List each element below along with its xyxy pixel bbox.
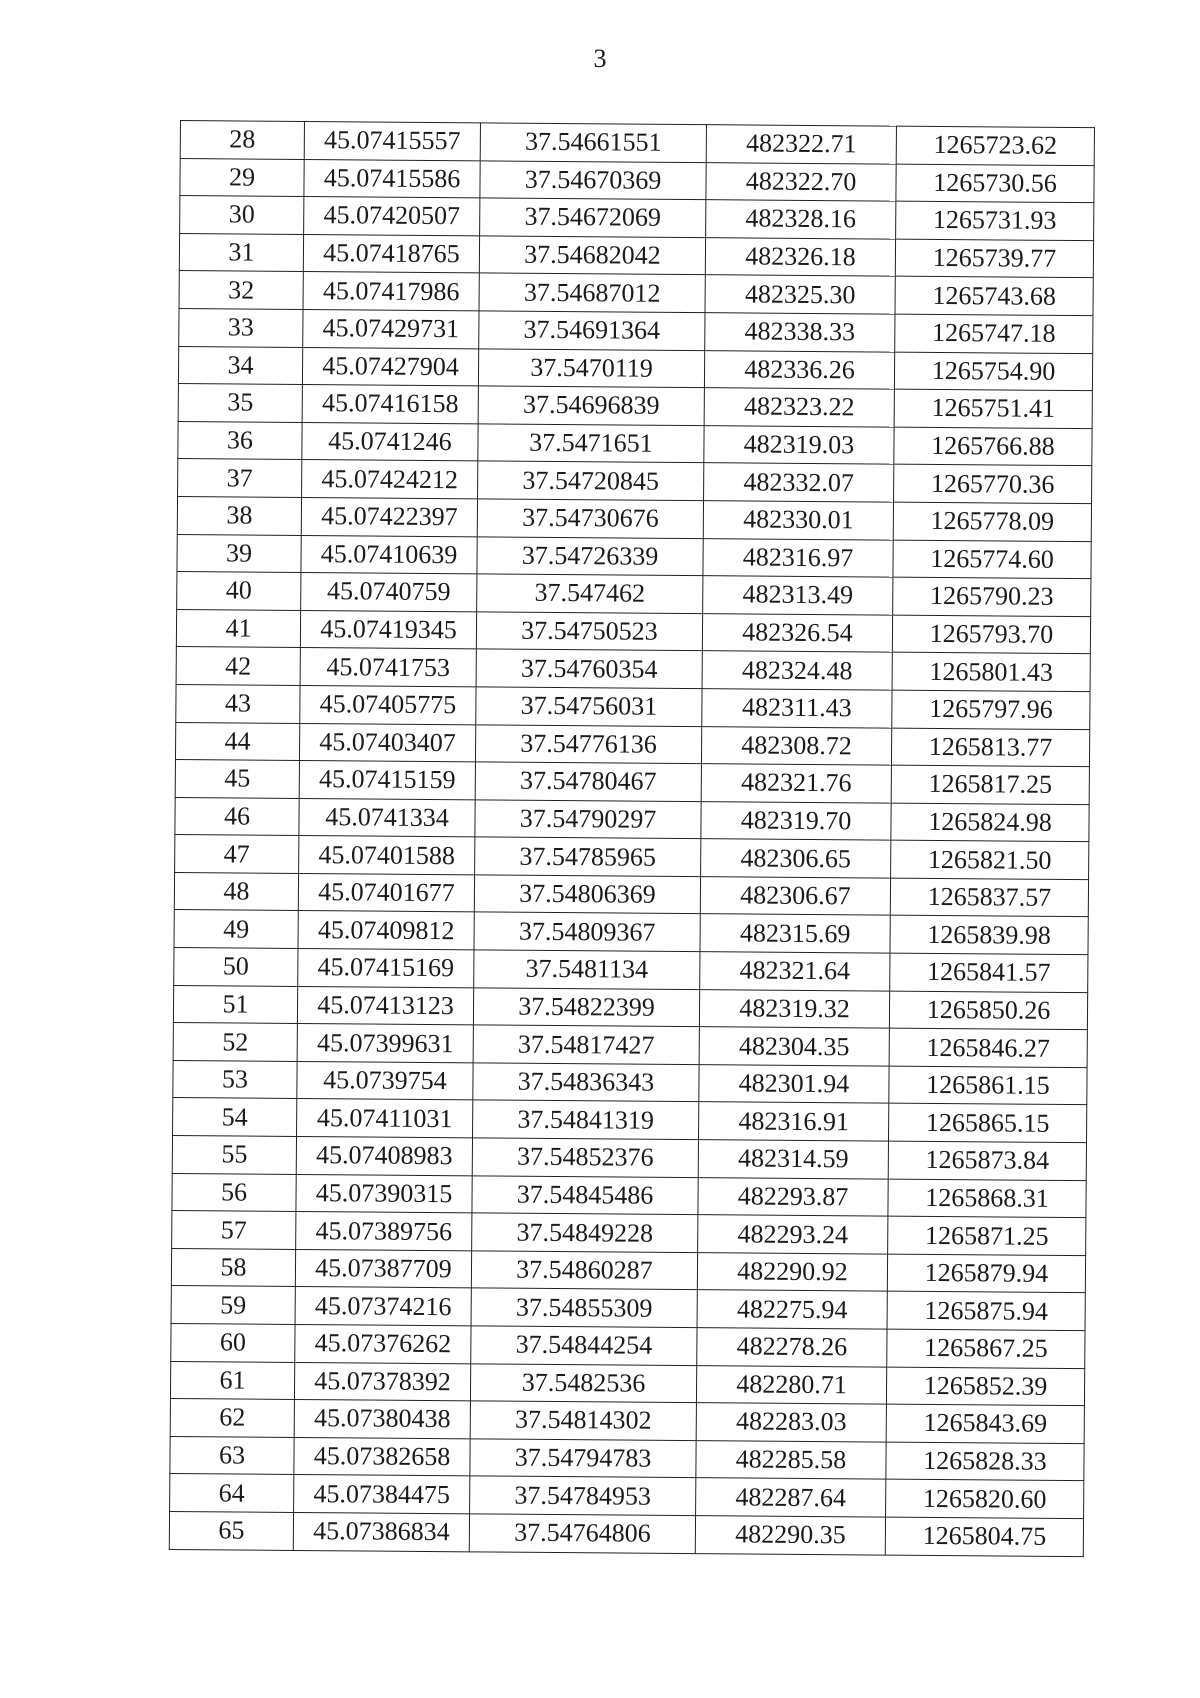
point-number-cell: 39	[177, 534, 301, 573]
coordinates-table-body	[169, 121, 1094, 1557]
point-number-cell: 54	[173, 1098, 297, 1137]
y-coordinate-cell: 1265730.56	[896, 164, 1094, 203]
longitude-cell: 37.54845486	[472, 1175, 698, 1214]
table-row	[169, 1511, 1083, 1556]
longitude-cell: 37.54776136	[475, 724, 701, 763]
point-number-cell: 44	[175, 722, 299, 761]
x-coordinate-cell: 482319.03	[704, 425, 894, 464]
longitude-cell: 37.54844254	[471, 1326, 697, 1365]
point-number-cell: 56	[172, 1173, 296, 1212]
longitude-cell: 37.54750523	[476, 612, 702, 651]
latitude-cell: 45.07399631	[297, 1024, 473, 1063]
x-coordinate-cell: 482326.54	[702, 613, 892, 652]
point-number-cell: 47	[175, 835, 299, 874]
latitude-cell: 45.07408983	[296, 1136, 472, 1175]
latitude-cell: 45.07387709	[295, 1249, 471, 1288]
latitude-cell: 45.0741753	[300, 648, 476, 687]
latitude-cell: 45.0741246	[302, 422, 478, 461]
longitude-cell: 37.54760354	[476, 649, 702, 688]
point-number-cell: 64	[170, 1474, 294, 1513]
point-number-cell: 60	[171, 1323, 295, 1362]
latitude-cell: 45.07403407	[299, 723, 475, 762]
x-coordinate-cell: 482313.49	[703, 576, 893, 615]
latitude-cell: 45.07416158	[302, 385, 478, 424]
x-coordinate-cell: 482332.07	[704, 463, 894, 502]
point-number-cell: 61	[170, 1361, 294, 1400]
y-coordinate-cell: 1265747.18	[895, 314, 1093, 353]
point-number-cell: 62	[170, 1399, 294, 1438]
y-coordinate-cell: 1265861.15	[889, 1066, 1087, 1105]
y-coordinate-cell: 1265850.26	[889, 991, 1087, 1030]
x-coordinate-cell: 482323.22	[704, 388, 894, 427]
longitude-cell: 37.54720845	[478, 461, 704, 500]
y-coordinate-cell: 1265868.31	[888, 1179, 1086, 1218]
point-number-cell: 50	[174, 948, 298, 987]
longitude-cell: 37.54756031	[476, 687, 702, 726]
y-coordinate-cell: 1265875.94	[887, 1291, 1085, 1330]
x-coordinate-cell: 482290.92	[697, 1252, 887, 1291]
longitude-cell: 37.54849228	[472, 1213, 698, 1252]
x-coordinate-cell: 482280.71	[696, 1365, 886, 1404]
latitude-cell: 45.07427904	[302, 347, 478, 386]
latitude-cell: 45.07422397	[301, 497, 477, 536]
latitude-cell: 45.07409812	[298, 911, 474, 950]
x-coordinate-cell: 482321.76	[701, 764, 891, 803]
y-coordinate-cell: 1265766.88	[894, 427, 1092, 466]
y-coordinate-cell: 1265793.70	[892, 615, 1090, 654]
y-coordinate-cell: 1265828.33	[886, 1442, 1084, 1481]
latitude-cell: 45.0739754	[297, 1061, 473, 1100]
longitude-cell: 37.54841319	[473, 1100, 699, 1139]
x-coordinate-cell: 482301.94	[699, 1064, 889, 1103]
x-coordinate-cell: 482278.26	[697, 1328, 887, 1367]
x-coordinate-cell: 482314.59	[698, 1140, 888, 1179]
longitude-cell: 37.547462	[477, 574, 703, 613]
y-coordinate-cell: 1265879.94	[887, 1254, 1085, 1293]
longitude-cell: 37.54855309	[471, 1288, 697, 1327]
point-number-cell: 46	[175, 797, 299, 836]
x-coordinate-cell: 482336.26	[704, 350, 894, 389]
x-coordinate-cell: 482316.97	[703, 538, 893, 577]
longitude-cell: 37.54784953	[470, 1476, 696, 1515]
longitude-cell: 37.54780467	[475, 762, 701, 801]
x-coordinate-cell: 482319.32	[699, 989, 889, 1028]
point-number-cell: 52	[173, 1023, 297, 1062]
latitude-cell: 45.07390315	[296, 1174, 472, 1213]
longitude-cell: 37.54670369	[480, 160, 706, 199]
longitude-cell: 37.54682042	[479, 236, 705, 275]
latitude-cell: 45.07419345	[300, 610, 476, 649]
y-coordinate-cell: 1265778.09	[893, 502, 1091, 541]
y-coordinate-cell: 1265867.25	[887, 1329, 1085, 1368]
latitude-cell: 45.07378392	[294, 1362, 470, 1401]
point-number-cell: 37	[178, 459, 302, 498]
point-number-cell: 63	[170, 1436, 294, 1475]
point-number-cell: 51	[173, 985, 297, 1024]
x-coordinate-cell: 482290.35	[695, 1516, 885, 1555]
x-coordinate-cell: 482315.69	[700, 914, 890, 953]
longitude-cell: 37.5470119	[478, 348, 704, 387]
latitude-cell: 45.07420507	[304, 197, 480, 236]
point-number-cell: 58	[171, 1248, 295, 1287]
x-coordinate-cell: 482306.65	[701, 839, 891, 878]
x-coordinate-cell: 482322.70	[706, 162, 896, 201]
latitude-cell: 45.0741334	[299, 798, 475, 837]
point-number-cell: 53	[173, 1060, 297, 1099]
y-coordinate-cell: 1265801.43	[892, 652, 1090, 691]
latitude-cell: 45.07418765	[303, 234, 479, 273]
point-number-cell: 28	[180, 121, 304, 160]
longitude-cell: 37.54794783	[470, 1439, 696, 1478]
point-number-cell: 36	[178, 421, 302, 460]
longitude-cell: 37.54661551	[480, 123, 706, 162]
longitude-cell: 37.54860287	[471, 1251, 697, 1290]
x-coordinate-cell: 482316.91	[699, 1102, 889, 1141]
y-coordinate-cell: 1265821.50	[891, 840, 1089, 879]
x-coordinate-cell: 482326.18	[705, 237, 895, 276]
latitude-cell: 45.07424212	[302, 460, 478, 499]
point-number-cell: 35	[178, 384, 302, 423]
point-number-cell: 38	[177, 496, 301, 535]
latitude-cell: 45.07389756	[296, 1212, 472, 1251]
x-coordinate-cell: 482325.30	[705, 275, 895, 314]
point-number-cell: 29	[180, 158, 304, 197]
y-coordinate-cell: 1265743.68	[895, 276, 1093, 315]
latitude-cell: 45.07411031	[297, 1099, 473, 1138]
point-number-cell: 45	[175, 760, 299, 799]
y-coordinate-cell: 1265804.75	[885, 1517, 1083, 1556]
latitude-cell: 45.07405775	[300, 685, 476, 724]
latitude-cell: 45.07417986	[303, 272, 479, 311]
longitude-cell: 37.54785965	[475, 837, 701, 876]
x-coordinate-cell: 482328.16	[706, 200, 896, 239]
y-coordinate-cell: 1265852.39	[886, 1367, 1084, 1406]
x-coordinate-cell: 482308.72	[701, 726, 891, 765]
y-coordinate-cell: 1265841.57	[890, 953, 1088, 992]
longitude-cell: 37.54672069	[480, 198, 706, 237]
longitude-cell: 37.54730676	[477, 499, 703, 538]
x-coordinate-cell: 482306.67	[700, 876, 890, 915]
x-coordinate-cell: 482293.87	[698, 1177, 888, 1216]
longitude-cell: 37.54691364	[479, 311, 705, 350]
point-number-cell: 42	[176, 647, 300, 686]
point-number-cell: 31	[179, 233, 303, 272]
point-number-cell: 40	[177, 572, 301, 611]
point-number-cell: 65	[169, 1511, 293, 1550]
y-coordinate-cell: 1265751.41	[894, 389, 1092, 428]
x-coordinate-cell: 482321.64	[700, 952, 890, 991]
point-number-cell: 33	[179, 308, 303, 347]
latitude-cell: 45.07410639	[301, 535, 477, 574]
y-coordinate-cell: 1265817.25	[891, 765, 1089, 804]
longitude-cell: 37.54687012	[479, 273, 705, 312]
y-coordinate-cell: 1265820.60	[886, 1479, 1084, 1518]
y-coordinate-cell: 1265754.90	[894, 352, 1092, 391]
y-coordinate-cell: 1265790.23	[893, 577, 1091, 616]
longitude-cell: 37.54764806	[469, 1514, 695, 1553]
latitude-cell: 45.0740759	[301, 573, 477, 612]
point-number-cell: 59	[171, 1286, 295, 1325]
y-coordinate-cell: 1265731.93	[896, 201, 1094, 240]
longitude-cell: 37.54696839	[478, 386, 704, 425]
longitude-cell: 37.5482536	[470, 1363, 696, 1402]
x-coordinate-cell: 482324.48	[702, 651, 892, 690]
y-coordinate-cell: 1265837.57	[890, 878, 1088, 917]
point-number-cell: 41	[176, 609, 300, 648]
longitude-cell: 37.54852376	[472, 1138, 698, 1177]
page-number: 3	[593, 44, 607, 73]
y-coordinate-cell: 1265865.15	[889, 1104, 1087, 1143]
longitude-cell: 37.54817427	[473, 1025, 699, 1064]
y-coordinate-cell: 1265770.36	[894, 464, 1092, 503]
y-coordinate-cell: 1265797.96	[892, 690, 1090, 729]
x-coordinate-cell: 482319.70	[701, 801, 891, 840]
point-number-cell: 43	[176, 684, 300, 723]
latitude-cell: 45.07415557	[304, 121, 480, 160]
point-number-cell: 34	[178, 346, 302, 385]
longitude-cell: 37.54790297	[475, 800, 701, 839]
longitude-cell: 37.54809367	[474, 912, 700, 951]
point-number-cell: 57	[172, 1211, 296, 1250]
point-number-cell: 48	[174, 872, 298, 911]
y-coordinate-cell: 1265723.62	[896, 126, 1094, 165]
x-coordinate-cell: 482287.64	[696, 1478, 886, 1517]
latitude-cell: 45.07413123	[297, 986, 473, 1025]
point-number-cell: 32	[179, 271, 303, 310]
coordinates-table	[169, 120, 1095, 1557]
latitude-cell: 45.07401677	[298, 873, 474, 912]
y-coordinate-cell: 1265843.69	[886, 1404, 1084, 1443]
latitude-cell: 45.07380438	[294, 1400, 470, 1439]
y-coordinate-cell: 1265873.84	[888, 1141, 1086, 1180]
x-coordinate-cell: 482304.35	[699, 1027, 889, 1066]
latitude-cell: 45.07382658	[294, 1437, 470, 1476]
latitude-cell: 45.07429731	[303, 309, 479, 348]
latitude-cell: 45.07415159	[299, 761, 475, 800]
y-coordinate-cell: 1265774.60	[893, 540, 1091, 579]
y-coordinate-cell: 1265871.25	[888, 1216, 1086, 1255]
point-number-cell: 49	[174, 910, 298, 949]
longitude-cell: 37.54822399	[473, 987, 699, 1026]
longitude-cell: 37.54836343	[473, 1063, 699, 1102]
longitude-cell: 37.54726339	[477, 536, 703, 575]
longitude-cell: 37.54814302	[470, 1401, 696, 1440]
y-coordinate-cell: 1265813.77	[891, 728, 1089, 767]
latitude-cell: 45.07374216	[295, 1287, 471, 1326]
y-coordinate-cell: 1265839.98	[890, 916, 1088, 955]
point-number-cell: 55	[172, 1136, 296, 1175]
latitude-cell: 45.07384475	[294, 1475, 470, 1514]
latitude-cell: 45.07401588	[299, 836, 475, 875]
x-coordinate-cell: 482283.03	[696, 1403, 886, 1442]
y-coordinate-cell: 1265739.77	[895, 239, 1093, 278]
longitude-cell: 37.54806369	[474, 875, 700, 914]
x-coordinate-cell: 482338.33	[705, 313, 895, 352]
point-number-cell: 30	[180, 196, 304, 235]
y-coordinate-cell: 1265846.27	[889, 1028, 1087, 1067]
x-coordinate-cell: 482285.58	[696, 1440, 886, 1479]
y-coordinate-cell: 1265824.98	[891, 803, 1089, 842]
x-coordinate-cell: 482311.43	[702, 689, 892, 728]
x-coordinate-cell: 482275.94	[697, 1290, 887, 1329]
x-coordinate-cell: 482330.01	[703, 501, 893, 540]
latitude-cell: 45.07415169	[298, 949, 474, 988]
x-coordinate-cell: 482322.71	[706, 125, 896, 164]
latitude-cell: 45.07386834	[293, 1512, 469, 1551]
latitude-cell: 45.07376262	[295, 1324, 471, 1363]
x-coordinate-cell: 482293.24	[698, 1215, 888, 1254]
longitude-cell: 37.5471651	[478, 424, 704, 463]
longitude-cell: 37.5481134	[474, 950, 700, 989]
latitude-cell: 45.07415586	[304, 159, 480, 198]
